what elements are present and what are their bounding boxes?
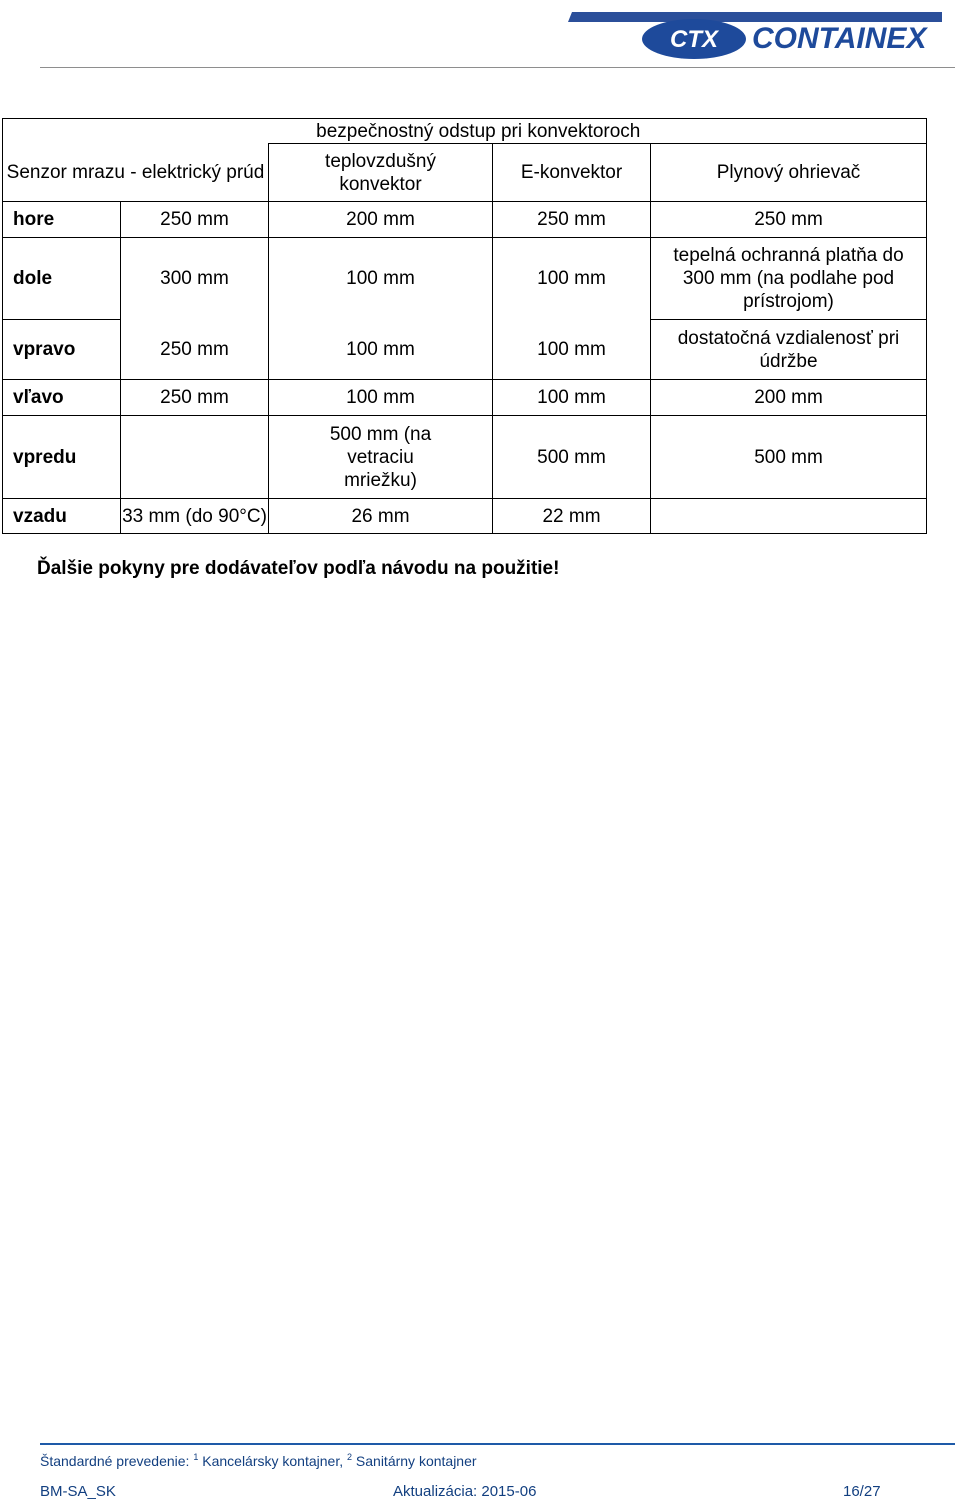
row-label-vlavo: vľavo [3, 380, 121, 416]
cell: 26 mm [269, 499, 493, 534]
table-caption-text: bezpečnostný odstup pri konvektoroch [316, 120, 641, 142]
logo-swoosh [568, 12, 942, 22]
cell: 250 mm [121, 320, 269, 380]
page-number: 16/27 [843, 1483, 881, 1500]
cell: 33 mm (do 90°C) [121, 499, 269, 534]
footnote-prefix: Štandardné prevedenie: [40, 1453, 190, 1469]
doc-code: BM-SA_SK [40, 1483, 116, 1500]
cell: 100 mm [493, 238, 651, 320]
footer-rule [40, 1443, 955, 1445]
cell-text: dostatočná vzdialenosť pri údržbe [677, 327, 900, 372]
cell-text: tepelná ochranná platňa do 300 mm (na podlahe pod prístrojom) [673, 245, 904, 312]
containex-logo [558, 8, 942, 66]
col-header-senzor [3, 144, 269, 202]
cell: 250 mm [651, 202, 927, 238]
table-row [3, 499, 927, 534]
table-caption [121, 119, 927, 144]
row-label-vpravo: vpravo [3, 320, 121, 380]
supplier-note: Ďalšie pokyny pre dodávateľov podľa návodu na použitie! [37, 558, 560, 579]
cell: 200 mm [269, 202, 493, 238]
cell: 300 mm [121, 238, 269, 320]
logo-wordmark: CONTAINEX [752, 22, 927, 55]
cell [121, 416, 269, 499]
cell: 100 mm [269, 238, 493, 320]
footnote-mark-2: 2 [347, 1452, 353, 1462]
cell: 500 mm [493, 416, 651, 499]
table-row [3, 320, 927, 380]
cell: 100 mm [493, 320, 651, 380]
table-row [3, 380, 927, 416]
col-header-ekonvektor [493, 144, 651, 202]
cell: 200 mm [651, 380, 927, 416]
footnote-1: Kancelársky kontajner, [202, 1453, 344, 1469]
col-header-teplovzdusny-text: teplovzdušný konvektor [325, 150, 436, 195]
cell: 100 mm [493, 380, 651, 416]
cell-text: 500 mm (na vetraciu mriežku) [329, 423, 432, 491]
col-header-plynovy-text: Plynový ohrievač [716, 162, 861, 183]
footnote [40, 1452, 477, 1469]
table-row [3, 416, 927, 499]
table-row [3, 202, 927, 238]
spacing-table [2, 118, 927, 534]
cell [269, 416, 493, 499]
cell: 22 mm [493, 499, 651, 534]
row-label-hore: hore [3, 202, 121, 238]
table-row [3, 238, 927, 320]
col-header-plynovy [651, 144, 927, 202]
cell [651, 499, 927, 534]
cell [651, 238, 927, 320]
table-corner [3, 119, 121, 144]
cell: 250 mm [121, 380, 269, 416]
footnote-mark-1: 1 [193, 1452, 199, 1462]
row-label-vzadu: vzadu [3, 499, 121, 534]
col-header-teplovzdusny [269, 144, 493, 202]
row-label-dole: dole [3, 238, 121, 320]
col-header-ekonvektor-text: E-konvektor [520, 162, 623, 183]
row-label-vpredu: vpredu [3, 416, 121, 499]
col-header-senzor-text: Senzor mrazu - elektrický prúd [6, 161, 265, 183]
header-rule [40, 67, 955, 68]
cell: 100 mm [269, 320, 493, 380]
logo-ctx-text: CTX [670, 26, 718, 53]
cell: 250 mm [121, 202, 269, 238]
cell [651, 320, 927, 380]
cell: 250 mm [493, 202, 651, 238]
update-date: Aktualizácia: 2015-06 [393, 1483, 537, 1500]
footnote-2: Sanitárny kontajner [355, 1453, 477, 1469]
cell: 500 mm [651, 416, 927, 499]
cell: 100 mm [269, 380, 493, 416]
